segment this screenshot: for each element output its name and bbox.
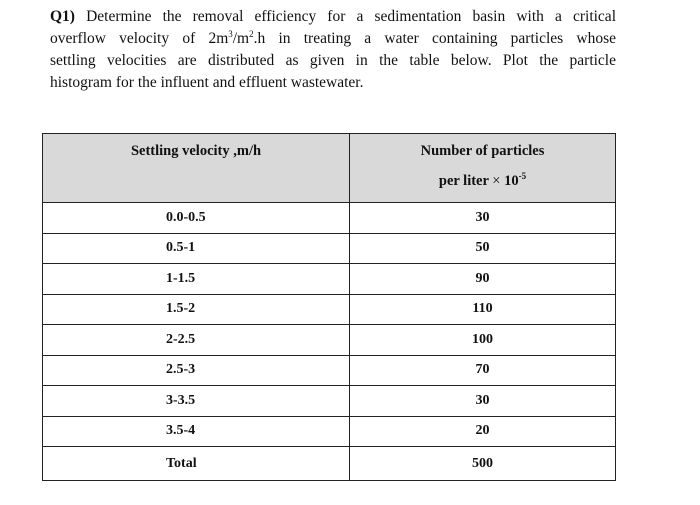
velocity-range-cell: 2-2.5	[43, 325, 350, 356]
velocity-range-cell: 0.5-1	[43, 233, 350, 264]
question-line-1	[50, 6, 616, 28]
header-col2-line2	[439, 173, 526, 189]
particle-count-cell: 110	[350, 294, 616, 325]
particle-count-cell: 100	[350, 325, 616, 356]
question-label: Q1)	[50, 8, 75, 25]
velocity-range-cell: 1.5-2	[43, 294, 350, 325]
table-row	[43, 294, 616, 325]
velocity-range-cell: 1-1.5	[43, 264, 350, 295]
particle-count-cell: 30	[350, 203, 616, 234]
particle-count-cell: 50	[350, 233, 616, 264]
header-col2-line1: Number of particles	[420, 143, 545, 159]
question-line-3: settling velocities are distributed as given in the table below. Plot the particle	[50, 52, 616, 69]
question-text	[50, 6, 616, 94]
header-per-liter: per liter	[438, 173, 489, 189]
table-header-row	[43, 134, 616, 203]
times-symbol: ×	[492, 173, 501, 189]
question-line-2-mid: /m	[232, 30, 250, 47]
header-base-ten: 10	[504, 173, 519, 189]
settling-velocity-table	[42, 133, 616, 481]
table-row	[43, 203, 616, 234]
table-row	[43, 264, 616, 295]
particle-count-cell: 20	[350, 416, 616, 447]
table-total-row	[43, 447, 616, 481]
superscript-2: 2	[249, 28, 254, 39]
header-number-of-particles	[350, 134, 616, 203]
velocity-range-cell: 0.0-0.5	[43, 203, 350, 234]
particle-count-cell: 70	[350, 355, 616, 386]
table-row	[43, 386, 616, 417]
table-row	[43, 355, 616, 386]
table-row	[43, 416, 616, 447]
question-line-2-post: .h in treating a water containing particles whose	[253, 30, 616, 47]
table-row	[43, 325, 616, 356]
velocity-range-cell: 2.5-3	[43, 355, 350, 386]
total-label-cell: Total	[43, 447, 350, 481]
total-count-cell: 500	[350, 447, 616, 481]
question-line-1-text: Determine the removal efficiency for a sedimentation basin with a critical	[86, 8, 616, 25]
question-line-2	[50, 28, 616, 50]
particle-count-cell: 90	[350, 264, 616, 295]
header-exponent: -5	[518, 171, 527, 182]
velocity-range-cell: 3-3.5	[43, 386, 350, 417]
superscript-3: 3	[228, 28, 233, 39]
header-settling-velocity: Settling velocity ,m/h	[43, 134, 350, 203]
particle-count-cell: 30	[350, 386, 616, 417]
question-line-4: histogram for the influent and effluent wastewater.	[50, 74, 364, 91]
table-row	[43, 233, 616, 264]
question-line-2-pre: overflow velocity of 2m	[50, 30, 229, 47]
velocity-range-cell: 3.5-4	[43, 416, 350, 447]
